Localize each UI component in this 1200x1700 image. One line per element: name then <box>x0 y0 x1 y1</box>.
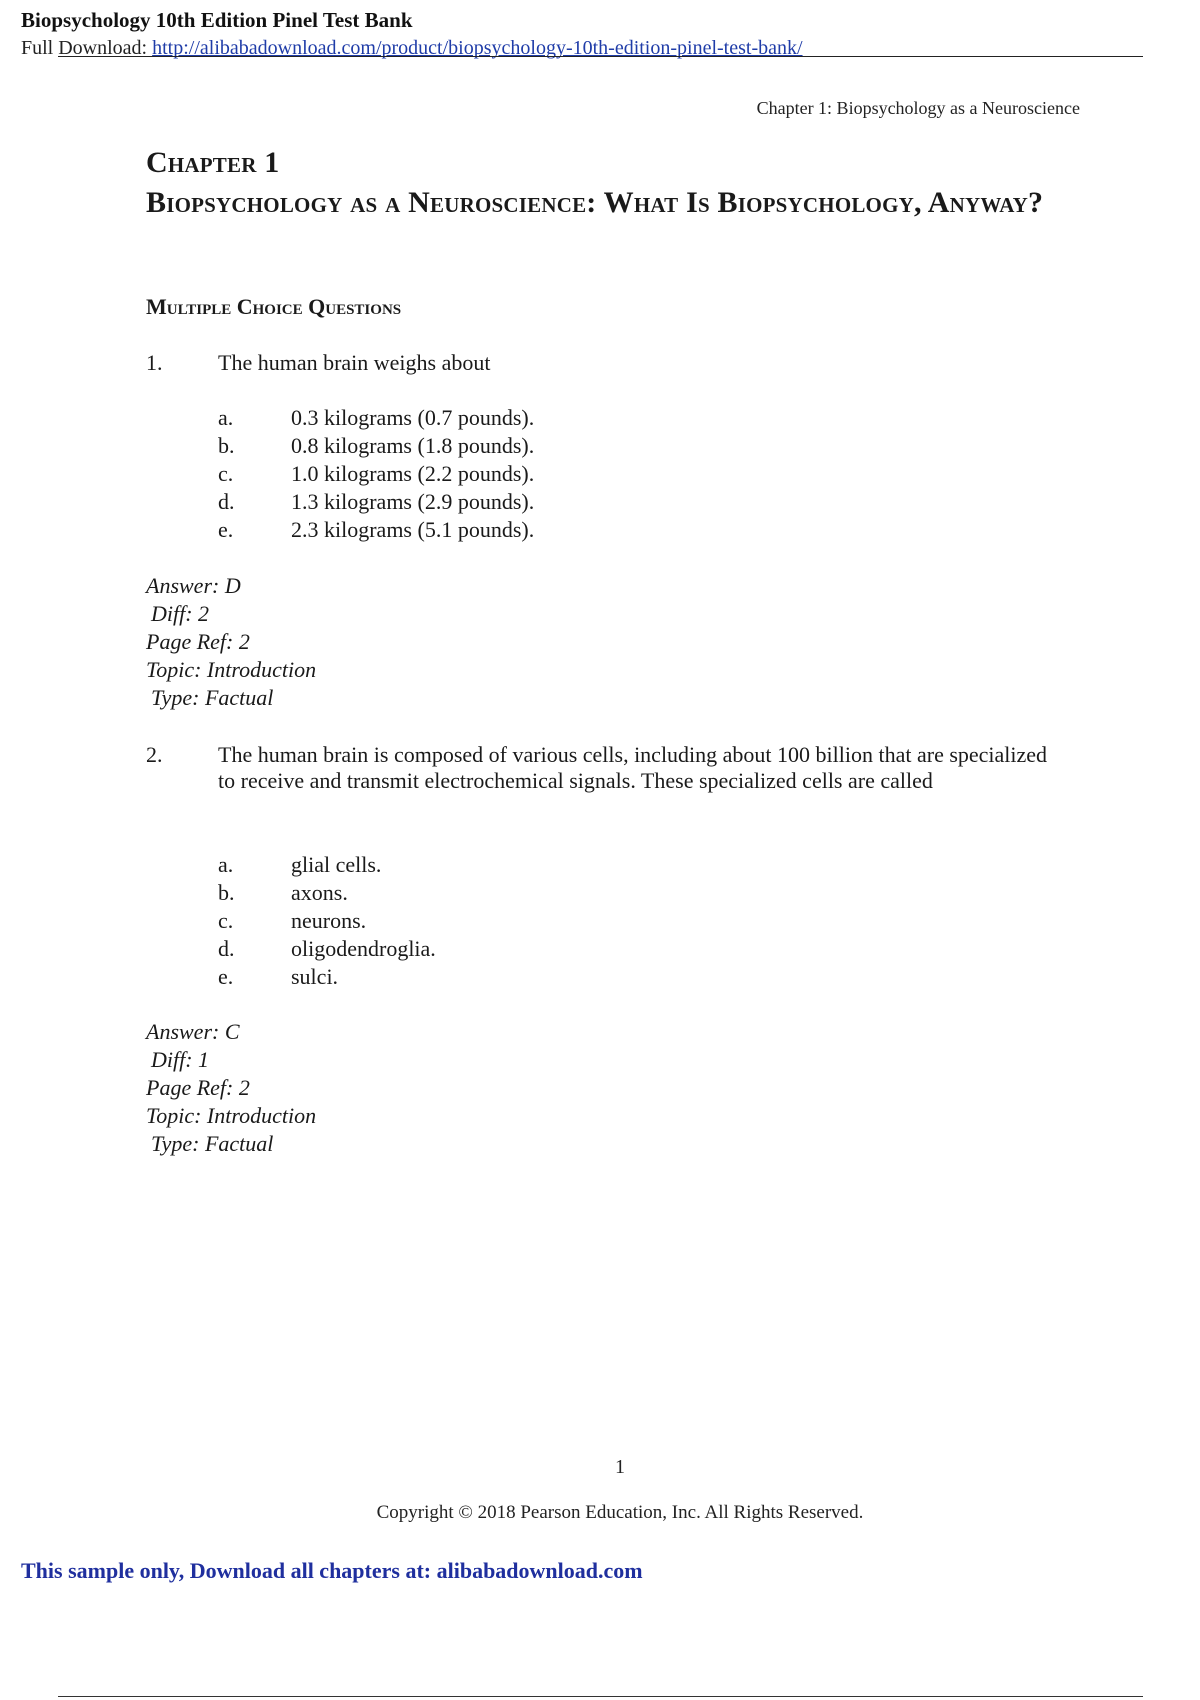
option-letter: a. <box>218 852 234 877</box>
answer-option <box>218 935 436 963</box>
option-text: 0.8 kilograms (1.8 pounds). <box>291 433 535 458</box>
question-type: Type: Factual <box>151 1131 274 1156</box>
option-letter: b. <box>218 880 235 905</box>
download-prefix: Full Download: <box>21 37 153 59</box>
option-text: glial cells. <box>291 852 382 877</box>
question-stem: The human brain weighs about <box>218 350 491 375</box>
option-letter: c. <box>218 461 234 486</box>
answer-option <box>218 488 534 516</box>
answer-key: Answer: C <box>146 1019 240 1044</box>
page-reference: Page Ref: 2 <box>146 1075 250 1100</box>
difficulty: Diff: 1 <box>151 1047 210 1072</box>
answer-option <box>218 907 436 935</box>
answer-option <box>218 404 534 432</box>
option-text: neurons. <box>291 908 367 933</box>
answer-metadata <box>146 1018 316 1158</box>
download-link[interactable]: http://alibabadownload.com/product/biopsychology-10th-edition-pinel-test-bank/ <box>152 37 803 59</box>
section-heading: Multiple Choice Questions <box>146 294 402 319</box>
option-letter: e. <box>218 964 234 989</box>
option-text: 2.3 kilograms (5.1 pounds). <box>291 517 535 542</box>
answer-metadata <box>146 572 316 712</box>
option-letter: d. <box>218 936 235 961</box>
option-text: 1.3 kilograms (2.9 pounds). <box>291 489 535 514</box>
option-text: 0.3 kilograms (0.7 pounds). <box>291 405 535 430</box>
answer-option <box>218 879 436 907</box>
page-reference: Page Ref: 2 <box>146 629 250 654</box>
answer-options <box>218 851 436 991</box>
chapter-title: Biopsychology as a Neuroscience: What Is Biopsychology, Anyway? <box>146 186 1044 219</box>
answer-option <box>218 963 436 991</box>
option-text: axons. <box>291 880 348 905</box>
bottom-divider <box>58 1696 1143 1697</box>
header-divider <box>58 56 1143 57</box>
answer-key: Answer: D <box>146 573 241 598</box>
answer-option <box>218 460 534 488</box>
answer-options <box>218 404 534 544</box>
question-type: Type: Factual <box>151 685 274 710</box>
option-letter: b. <box>218 433 235 458</box>
answer-option <box>218 432 534 460</box>
question-number: 2. <box>146 742 163 767</box>
topic: Topic: Introduction <box>146 657 317 682</box>
option-text: sulci. <box>291 964 339 989</box>
option-letter: c. <box>218 908 234 933</box>
topic: Topic: Introduction <box>146 1103 317 1128</box>
question-stem: The human brain is composed of various cells, including about 100 billion that are specialized to receive and transmit electrochemical signals. These specialized cells are called <box>218 742 1048 793</box>
option-text: 1.0 kilograms (2.2 pounds). <box>291 461 535 486</box>
page-number: 1 <box>615 1456 625 1478</box>
option-letter: d. <box>218 489 235 514</box>
option-letter: a. <box>218 405 234 430</box>
copyright-notice: Copyright © 2018 Pearson Education, Inc. All Rights Reserved. <box>376 1502 864 1523</box>
question-number: 1. <box>146 350 163 375</box>
difficulty: Diff: 2 <box>151 601 210 626</box>
download-all-chapters-link[interactable]: This sample only, Download all chapters at: alibabadownload.com <box>21 1558 643 1583</box>
option-letter: e. <box>218 517 234 542</box>
option-text: oligodendroglia. <box>291 936 436 961</box>
chapter-heading: Chapter 1 <box>146 146 280 179</box>
answer-option <box>218 851 436 879</box>
answer-option <box>218 516 534 544</box>
document-title: Biopsychology 10th Edition Pinel Test Bank <box>21 8 413 32</box>
running-head: Chapter 1: Biopsychology as a Neuroscience <box>756 98 1080 118</box>
